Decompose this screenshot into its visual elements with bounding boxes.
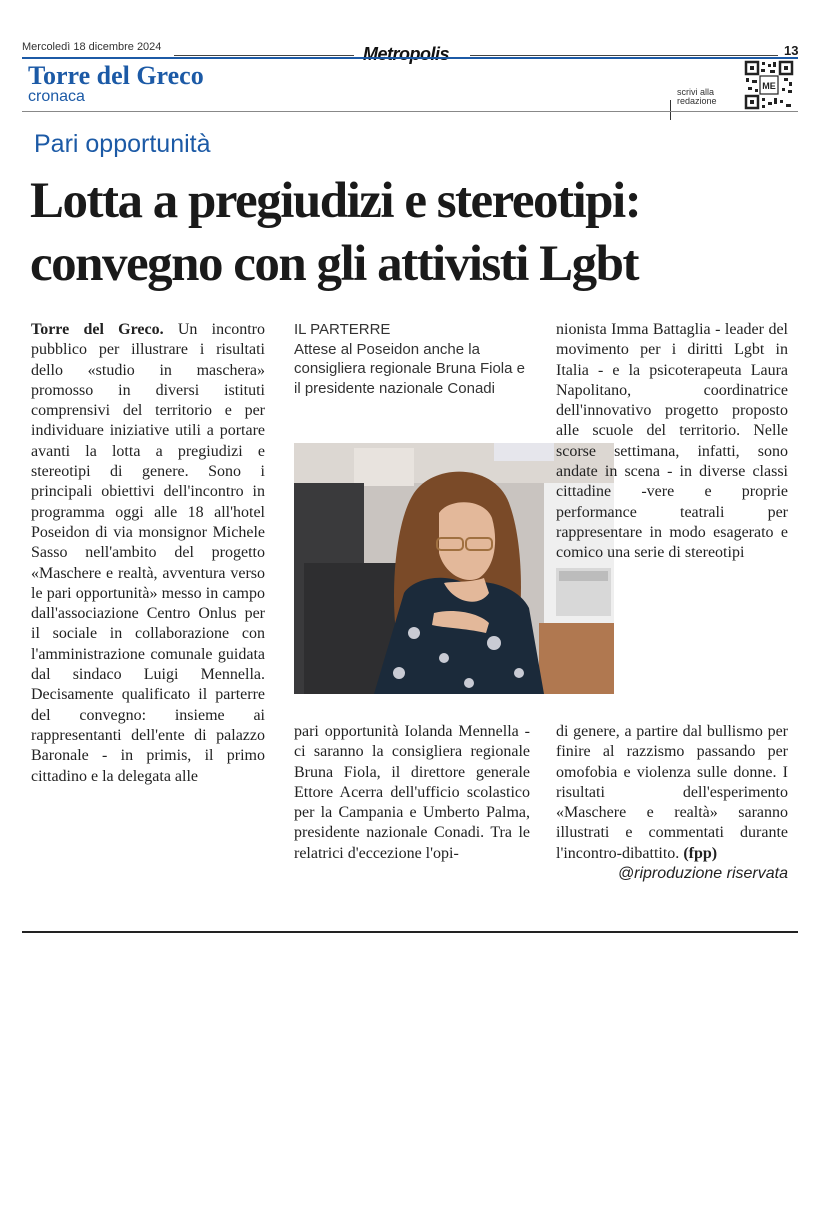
section-subtitle: cronaca — [28, 88, 85, 105]
masthead-rule-left — [174, 55, 354, 56]
photo-caption — [294, 320, 534, 398]
page-number: 13 — [784, 43, 799, 58]
masthead: Metropolis — [363, 44, 450, 64]
section-title: Torre del Greco — [28, 61, 204, 90]
qr-code-icon[interactable] — [744, 60, 794, 110]
article-text: di genere, a partire dal bullismo per finire al razzismo passando per omofobia e violenza sulle donne. I risultati dell'esperimento «Maschere e realtà» saranno illustrati e commentati durante l'incontro-dibattito. — [556, 723, 788, 862]
caption-text: Attese al Poseidon anche la consigliera regionale Bruna Fiola e il presidente nazionale Conadi — [294, 340, 525, 397]
article-dateline: Torre del Greco. — [31, 321, 164, 338]
article-headline: Lotta a pregiudizi e stereotipi: convegno con gli attivisti Lgbt — [30, 173, 641, 292]
article-column-3-bottom — [556, 722, 788, 884]
author-signature: (fpp) — [683, 844, 718, 862]
contact-label: scrivi alla redazione — [677, 87, 717, 106]
article-kicker: Pari opportunità — [34, 130, 211, 158]
divider — [670, 100, 671, 120]
article-column-1 — [31, 320, 265, 787]
article-text: Un incontro pubblico per illustrare i risultati dello «studio in maschera» promosso in diversi istituti comprensivi del territorio e per individuare iniziative utili a portare avanti la lotta a pregiudizi e stereotipi di genere. Sono i principali obiettivi dell'incontro in programma oggi alle 18 all'hotel Poseidon di via monsignor Michele Sasso nell'ambito del progetto «Maschere e realtà, avventura verso le pari opportunità» messo in campo dall'associazione Centro Onlus per il sociale in collaborazione con l'amministrazione comunale guidata dal sindaco Luigi Mennella. Decisamente qualificato il parterre del convegno: insieme ai rappresentanti dell'ente di palazzo Baronale - in primis, il primo cittadino e la delegata alle — [31, 321, 265, 785]
rights-notice: @riproduzione riservata — [617, 865, 788, 883]
qr-label: ME — [762, 81, 776, 91]
bottom-rule — [22, 931, 798, 933]
masthead-rule-right — [470, 55, 778, 56]
issue-date: Mercoledì 18 dicembre 2024 — [22, 41, 162, 53]
article-column-2: pari opportunità Iolanda Mennella - ci saranno la consigliera regionale Bruna Fiola, il direttore generale Ettore Acerra dell'ufficio scolastico per la Campania e Umberto Palma, presidente nazionale Conadi. Tra le relatrici d'eccezione l'opi- — [294, 723, 530, 862]
article-column-3-top: nionista Imma Battaglia - leader del movimento per i diritti Lgbt in Italia - e la psicoterapeuta Laura Napolitano, coordinatrice dell'innovativo progetto proposto alle scuole del territorio. Nelle scorse settimana, infatti, sono andate in scena - in diverse classi cittadine -vere e proprie performance teatrali per rappresentare in modo esagerato e comico una serie di stereotipi — [556, 321, 788, 562]
divider — [22, 111, 798, 112]
caption-label: IL PARTERRE — [294, 321, 391, 338]
